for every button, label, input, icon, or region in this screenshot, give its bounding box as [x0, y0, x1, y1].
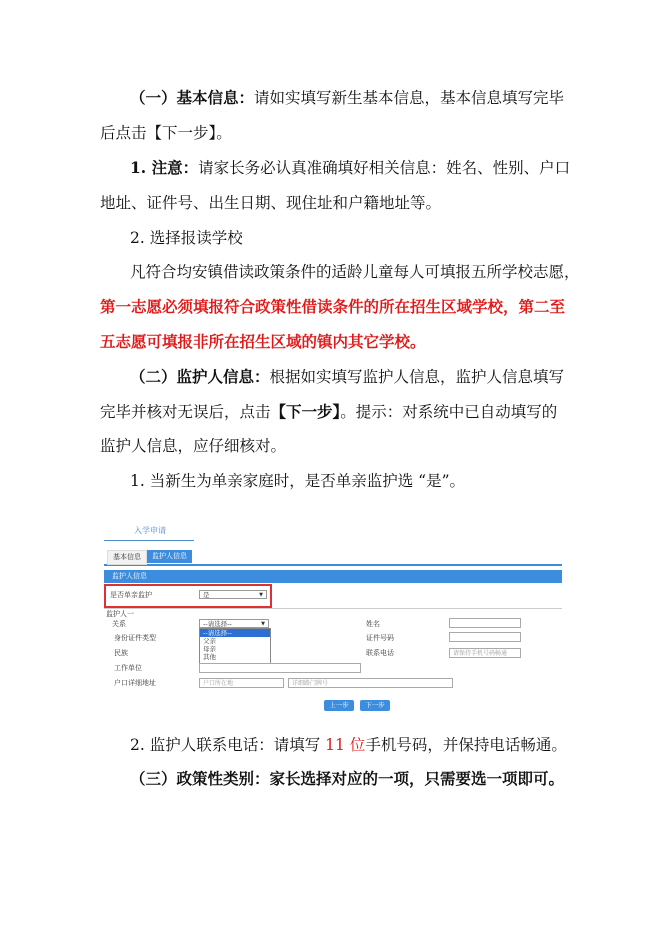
work-label: 工作单位	[114, 664, 142, 672]
item1b-single-parent: 1. 当新生为单亲家庭时，是否单亲监护选 “是”。	[130, 472, 465, 490]
item2b-red: 11 位	[325, 736, 366, 754]
single-parent-value: 是	[203, 591, 210, 599]
item2b-b: 手机号码，并保持电话畅通。	[365, 736, 567, 754]
dropdown-option[interactable]: --请选择--	[200, 629, 270, 637]
phone-input[interactable]: 请保持手机号码畅通	[449, 648, 521, 658]
relation-label: 关系	[112, 620, 126, 628]
para-red2: 五志愿可填报非所在招生区域的镇内其它学校。	[100, 332, 426, 351]
relation-value: --请选择--	[203, 620, 232, 628]
prev-button[interactable]: 上一步	[324, 700, 354, 711]
guardian1-label: 监护人一	[106, 610, 134, 618]
address-input-1[interactable]: 户口所在地	[199, 678, 284, 688]
dropdown-option[interactable]: 父亲	[203, 637, 216, 645]
note1-text1: 请家长务必认真准确填好相关信息：姓名、性别、户口	[198, 159, 571, 177]
para-red1: 第一志愿必须填报符合政策性借读条件的所在招生区域学校，第二至	[100, 297, 566, 316]
tab-guardian-info[interactable]: 监护人信息	[147, 550, 192, 563]
section1-text1: 请如实填写新生基本信息，基本信息填写完毕	[254, 89, 565, 107]
next-button[interactable]: 下一步	[360, 700, 390, 711]
note1-label: 1. 注意：	[130, 158, 199, 177]
section2-text3: 监护人信息，应仔细核对。	[100, 437, 287, 455]
section1-line1	[130, 88, 564, 108]
embedded-form-screenshot	[104, 518, 562, 718]
dropdown-option[interactable]: 其他	[203, 653, 216, 661]
section1-heading: （一）基本信息：	[130, 88, 255, 107]
phone-label: 联系电话	[366, 649, 394, 657]
divider	[104, 608, 562, 609]
guardian-info-bar: 监护人信息	[104, 570, 562, 583]
idno-input[interactable]	[449, 632, 521, 642]
para-text1: 凡符合均安镇借读政策条件的适龄儿童每人可填报五所学校志愿，	[130, 263, 580, 281]
name-input[interactable]	[449, 618, 521, 628]
chevron-down-icon: ▼	[261, 621, 265, 627]
apply-tab-underline	[104, 540, 194, 541]
item2-select-school: 2. 选择报读学校	[130, 229, 243, 247]
item2b-phone	[130, 735, 567, 755]
form-tabs	[104, 548, 562, 566]
section2-text1: 根据如实填写监护人信息，监护人信息填写	[269, 368, 565, 386]
relation-dropdown[interactable]	[199, 628, 271, 665]
ethnic-label: 民族	[114, 649, 128, 657]
section2-line2	[100, 402, 557, 422]
relation-select[interactable]	[199, 619, 269, 628]
chevron-down-icon: ▼	[259, 592, 263, 598]
single-parent-label: 是否单亲监护	[110, 591, 152, 599]
section2-text2b: 【下一步】	[270, 402, 341, 421]
idtype-label: 身份证件类型	[114, 634, 156, 642]
note1-line1	[130, 158, 570, 178]
section3-heading: （三）政策性类别：家长选择对应的一项，只需要选一项即可。	[130, 769, 565, 788]
section2-heading: （二）监护人信息：	[130, 367, 270, 386]
address-label: 户口详细地址	[114, 679, 156, 687]
section1-text2: 后点击【下一步】。	[100, 124, 232, 142]
section2-text2c: 。提示：对系统中已自动填写的	[340, 403, 558, 421]
section2-text2a: 完毕并核对无误后，点击	[100, 403, 271, 421]
item2b-a: 2. 监护人联系电话：请填写	[130, 736, 326, 754]
dropdown-option[interactable]: 母亲	[203, 645, 216, 653]
address-input-2[interactable]: 详细路门牌号	[288, 678, 453, 688]
note1-text2: 地址、证件号、出生日期、现住址和户籍地址等。	[100, 194, 442, 212]
apply-tab[interactable]: 入学申请	[134, 526, 166, 535]
work-input[interactable]	[199, 663, 361, 673]
idno-label: 证件号码	[366, 634, 394, 642]
section2-line1	[130, 367, 564, 387]
name-label: 姓名	[366, 620, 380, 628]
tab-basic-info[interactable]: 基本信息	[107, 550, 147, 565]
highlight-box	[104, 584, 272, 608]
